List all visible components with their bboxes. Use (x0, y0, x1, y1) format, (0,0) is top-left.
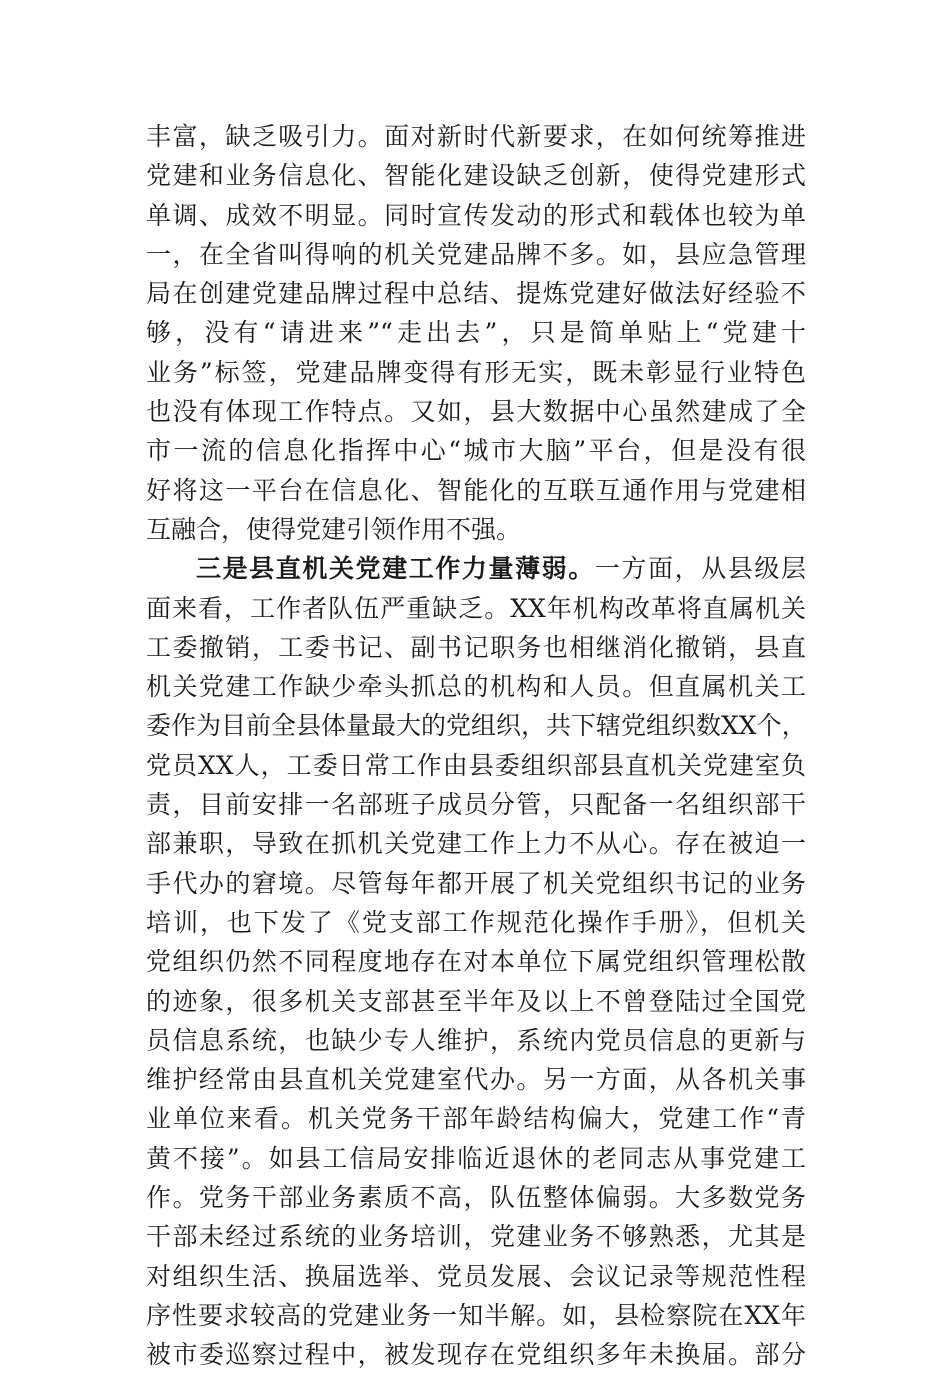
text-line: 够，没有“请进来”“走出去”，只是简单贴上“党建十 (146, 318, 806, 348)
paragraph-1 (146, 117, 806, 549)
text-line: 党员XX人，工委日常工作由县委组织部县直机关党建室负 (146, 750, 806, 780)
text-line: 好将这一平台在信息化、智能化的互联互通作用与党建相 (146, 475, 806, 505)
text-line: 也没有体现工作特点。又如，县大数据中心虽然建成了全 (146, 397, 806, 427)
text-line: 手代办的窘境。尽管每年都开展了机关党组织书记的业务 (146, 868, 806, 898)
text-line: 作。党务干部业务素质不高，队伍整体偏弱。大多数党务 (146, 1183, 806, 1213)
section-heading: 三是县直机关党建工作力量薄弱。 (196, 554, 595, 584)
text-line: 党组织仍然不同程度地存在对本单位下属党组织管理松散 (146, 947, 806, 977)
text-line: 面来看，工作者队伍严重缺乏。XX年机构改革将直属机关 (146, 593, 806, 623)
text-line: 党建和业务信息化、智能化建设缺乏创新，使得党建形式 (146, 161, 806, 191)
text-line: 局在创建党建品牌过程中总结、提炼党建好做法好经验不 (146, 279, 806, 309)
text-line: 互融合，使得党建引领作用不强。 (146, 514, 522, 544)
text-line: 机关党建工作缺少牵头抓总的机构和人员。但直属机关工 (146, 672, 806, 702)
text-line: 员信息系统，也缺少专人维护，系统内党员信息的更新与 (146, 1025, 806, 1055)
text-line: 序性要求较高的党建业务一知半解。如，县检察院在XX年 (146, 1300, 806, 1330)
text-line: 干部未经过系统的业务培训，党建业务不够熟悉，尤其是 (146, 1222, 806, 1252)
text-line: 责，目前安排一名部班子成员分管，只配备一名组织部干 (146, 790, 806, 820)
text-line: 业单位来看。机关党务干部年龄结构偏大，党建工作“青 (146, 1104, 806, 1134)
text-line: 单调、成效不明显。同时宣传发动的形式和载体也较为单 (146, 200, 806, 230)
text-span: 一方面，从县级层 (594, 554, 806, 584)
text-line: 一，在全省叫得响的机关党建品牌不多。如，县应急管理 (146, 239, 806, 269)
document-body (146, 117, 806, 1375)
text-line: 被市委巡察过程中，被发现存在党组织多年未换届。部分 (146, 1340, 806, 1370)
paragraph-2-first-line (146, 549, 806, 588)
text-line: 维护经常由县直机关党建室代办。另一方面，从各机关事 (146, 1065, 806, 1095)
text-line: 的迹象，很多机关支部甚至半年及以上不曾登陆过全国党 (146, 986, 806, 1016)
text-line: 工委撤销，工委书记、副书记职务也相继消化撤销，县直 (146, 632, 806, 662)
text-line: 丰富，缺乏吸引力。面对新时代新要求，在如何统筹推进 (146, 122, 806, 151)
text-line: 对组织生活、换届选举、党员发展、会议记录等规范性程 (146, 1261, 806, 1291)
text-line: 业务”标签，党建品牌变得有形无实，既未彰显行业特色 (146, 357, 806, 387)
text-line: 黄不接”。如县工信局安排临近退休的老同志从事党建工 (146, 1143, 806, 1173)
paragraph-2 (146, 549, 806, 1374)
text-line: 市一流的信息化指挥中心“城市大脑”平台，但是没有很 (146, 436, 806, 466)
text-line: 委作为目前全县体量最大的党组织，共下辖党组织数XX个， (146, 711, 807, 741)
text-line: 培训，也下发了《党支部工作规范化操作手册》，但机关 (146, 907, 806, 937)
text-line: 部兼职，导致在抓机关党建工作上力不从心。存在被迫一 (146, 829, 806, 859)
